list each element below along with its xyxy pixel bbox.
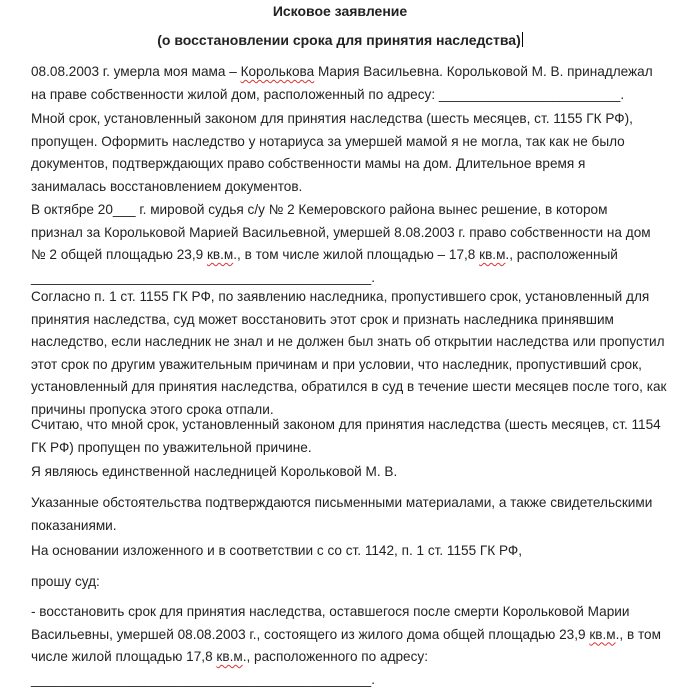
text-line: прошу суд: — [31, 571, 671, 594]
spellcheck-word: кв.м — [589, 627, 615, 642]
text-cursor — [522, 32, 523, 47]
paragraph-2 — [31, 108, 671, 198]
text-line: признал за Корольковой Марией Васильевной, умершей 8.08.2003 г. право собственности на дом — [31, 222, 671, 245]
spellcheck-word: кв.м — [207, 247, 233, 262]
text-line: Я являюсь единственной наследницей Корольковой М. В. — [31, 461, 671, 484]
text-line: установленный для принятия наследства, обратился в суд в течение шести месяцев после того, как — [31, 376, 671, 399]
document-title: Исковое заявление — [0, 2, 680, 20]
text-line: На основании изложенного и в соответствии с со ст. 1142, п. 1 ст. 1155 ГК РФ, — [31, 540, 671, 563]
text-line: - восстановить срок для принятия наследства, оставшегося после смерти Корольковой Марии — [31, 601, 671, 624]
paragraph-1 — [31, 61, 671, 106]
spellcheck-word: кв.м — [216, 649, 242, 664]
paragraph-9 — [31, 571, 671, 594]
text-line: принятия наследства, суд может восстановить этот срок и признать наследника принявшим — [31, 309, 671, 332]
text-line: № 2 общей площадью 23,9 кв.м., в том числе жилой площадью – 17,8 кв.м., расположенный — [31, 244, 671, 267]
text-line: занималась восстановлением документов. — [31, 176, 671, 199]
paragraph-3 — [31, 199, 671, 289]
text-line: наследство, если наследник не знал и не должен был знать об открытии наследства или пропустил — [31, 331, 671, 354]
spellcheck-word: кв.м — [479, 247, 505, 262]
paragraph-10 — [31, 601, 671, 691]
text-line: причины пропуска этого срока отпали. — [31, 399, 671, 422]
text-line: Указанные обстоятельства подтверждаются письменными материалами, а также свидетельскими — [31, 492, 671, 515]
text-line: показаниями. — [31, 515, 671, 538]
text-line: Мной срок, установленный законом для принятия наследства (шесть месяцев, ст. 1155 ГК РФ), — [31, 108, 671, 131]
text-line: 08.08.2003 г. умерла моя мама – Королькова Мария Васильевна. Корольковой М. В. принадлежал — [31, 61, 671, 84]
paragraph-4 — [31, 286, 671, 421]
spellcheck-word: Королькова — [241, 64, 315, 79]
text-line: на праве собственности жилой дом, расположенный по адресу: ________________________. — [31, 84, 671, 107]
document-subtitle — [0, 31, 680, 49]
text-line: _____________________________________________. — [31, 669, 671, 691]
document-subtitle-text: (о восстановлении срока для принятия наследства) — [157, 32, 521, 48]
text-line: числе жилой площадью 17,8 кв.м., расположенного по адресу: — [31, 646, 671, 669]
text-line: этот срок по другим уважительным причинам и при условии, что наследник, пропустивший срок, — [31, 354, 671, 377]
paragraph-8 — [31, 540, 671, 563]
paragraph-5 — [31, 414, 671, 459]
text-line: Считаю, что мной срок, установленный законом для принятия наследства (шесть месяцев, ст. 1154 — [31, 414, 671, 437]
text-line: документов, подтверждающих право собственности мамы на дом. Длительное время я — [31, 153, 671, 176]
paragraph-7 — [31, 492, 671, 537]
text-line: В октябре 20___ г. мировой судья с/у № 2 Кемеровского района вынес решение, в котором — [31, 199, 671, 222]
text-line: Васильевны, умершей 08.08.2003 г., состоящего из жилого дома общей площадью 23,9 кв.м., в том — [31, 624, 671, 647]
text-line: пропущен. Оформить наследство у нотариуса за умершей мамой я не могла, так как не было — [31, 131, 671, 154]
text-line: _____________________________________________. — [31, 267, 671, 290]
text-line: Согласно п. 1 ст. 1155 ГК РФ, по заявлению наследника, пропустившего срок, установленный для — [31, 286, 671, 309]
text-line: ГК РФ) пропущен по уважительной причине. — [31, 437, 671, 460]
paragraph-6 — [31, 461, 671, 484]
